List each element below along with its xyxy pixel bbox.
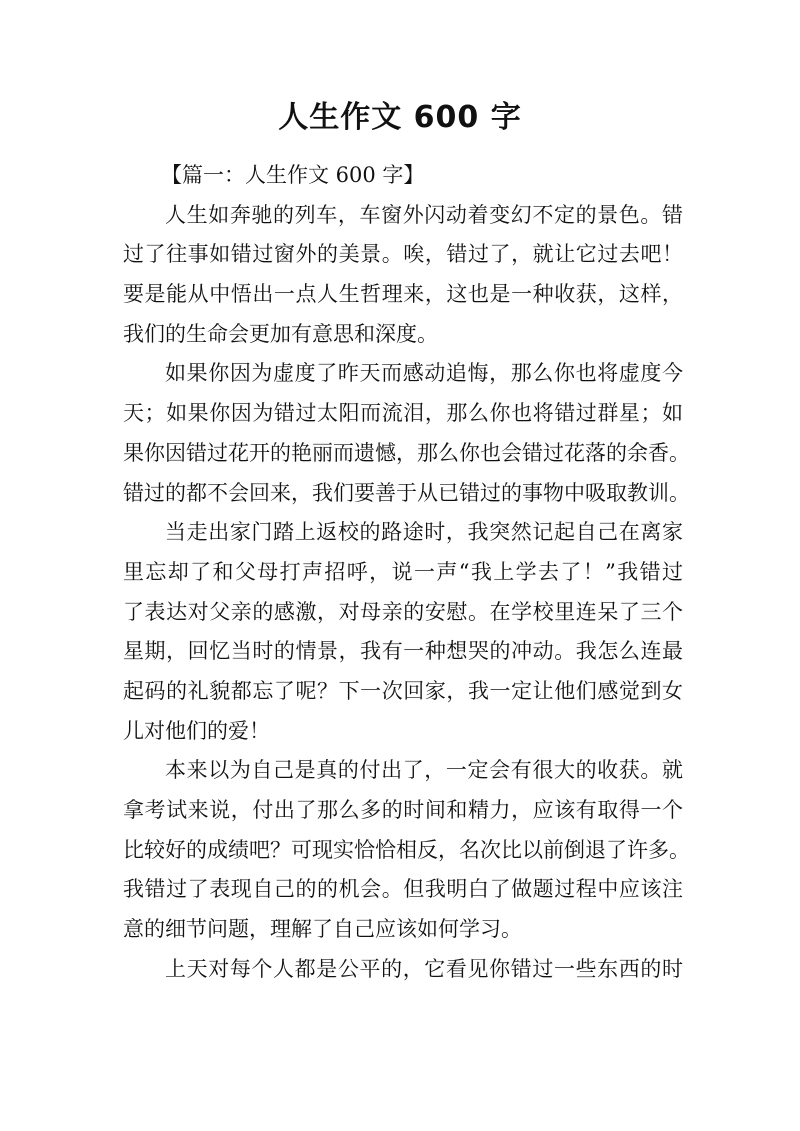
- paragraph-line: 儿对他们的爱！: [123, 718, 270, 743]
- paragraph-line: 我错过了表现自己的的机会。但我明白了做题过程中应该注: [123, 877, 683, 902]
- paragraph-line: 了表达对父亲的感激，对母亲的安慰。在学校里连呆了三个: [123, 599, 683, 624]
- paragraph-line: 里忘却了和父母打声招呼，说一声“我上学去了！”我错过: [123, 559, 683, 584]
- paragraph-line: 如果你因为虚度了昨天而感动追悔，那么你也将虚度今: [165, 361, 683, 386]
- paragraph-line: 上天对每个人都是公平的，它看见你错过一些东西的时: [165, 956, 683, 981]
- paragraph-line: 人生如奔驰的列车，车窗外闪动着变幻不定的景色。错: [165, 202, 683, 227]
- paragraph-line: 要是能从中悟出一点人生哲理来，这也是一种收获，这样，: [123, 282, 683, 307]
- paragraph-line: 天；如果你因为错过太阳而流泪，那么你也将错过群星；如: [123, 401, 683, 426]
- essay-body: [123, 156, 690, 989]
- paragraph-line: 错过的都不会回来，我们要善于从已错过的事物中吸取教训。: [123, 480, 690, 505]
- section-heading: 【篇一：人生作文 600 字】: [161, 163, 425, 187]
- paragraph-line: 意的细节问题，理解了自己应该如何学习。: [123, 917, 522, 942]
- paragraph-line: 比较好的成绩吧？可现实恰恰相反，名次比以前倒退了许多。: [123, 837, 690, 862]
- paragraph-line: 本来以为自己是真的付出了，一定会有很大的收获。就: [165, 758, 683, 783]
- paragraph-line: 过了往事如错过窗外的美景。唉，错过了，就让它过去吧！: [123, 242, 683, 267]
- paragraph-line: 当走出家门踏上返校的路途时，我突然记起自己在离家: [165, 520, 683, 545]
- paragraph-line: 起码的礼貌都忘了呢？下一次回家，我一定让他们感觉到女: [123, 678, 683, 703]
- paragraph-line: 星期，回忆当时的情景，我有一种想哭的冲动。我怎么连最: [123, 639, 683, 664]
- paragraph-line: 拿考试来说，付出了那么多的时间和精力，应该有取得一个: [123, 798, 683, 822]
- paragraph-line: 我们的生命会更加有意思和深度。: [123, 321, 438, 346]
- paragraph-line: 果你因错过花开的艳丽而遗憾，那么你也会错过花落的余香。: [123, 440, 690, 465]
- page-title: 人生作文 600 字: [278, 100, 522, 135]
